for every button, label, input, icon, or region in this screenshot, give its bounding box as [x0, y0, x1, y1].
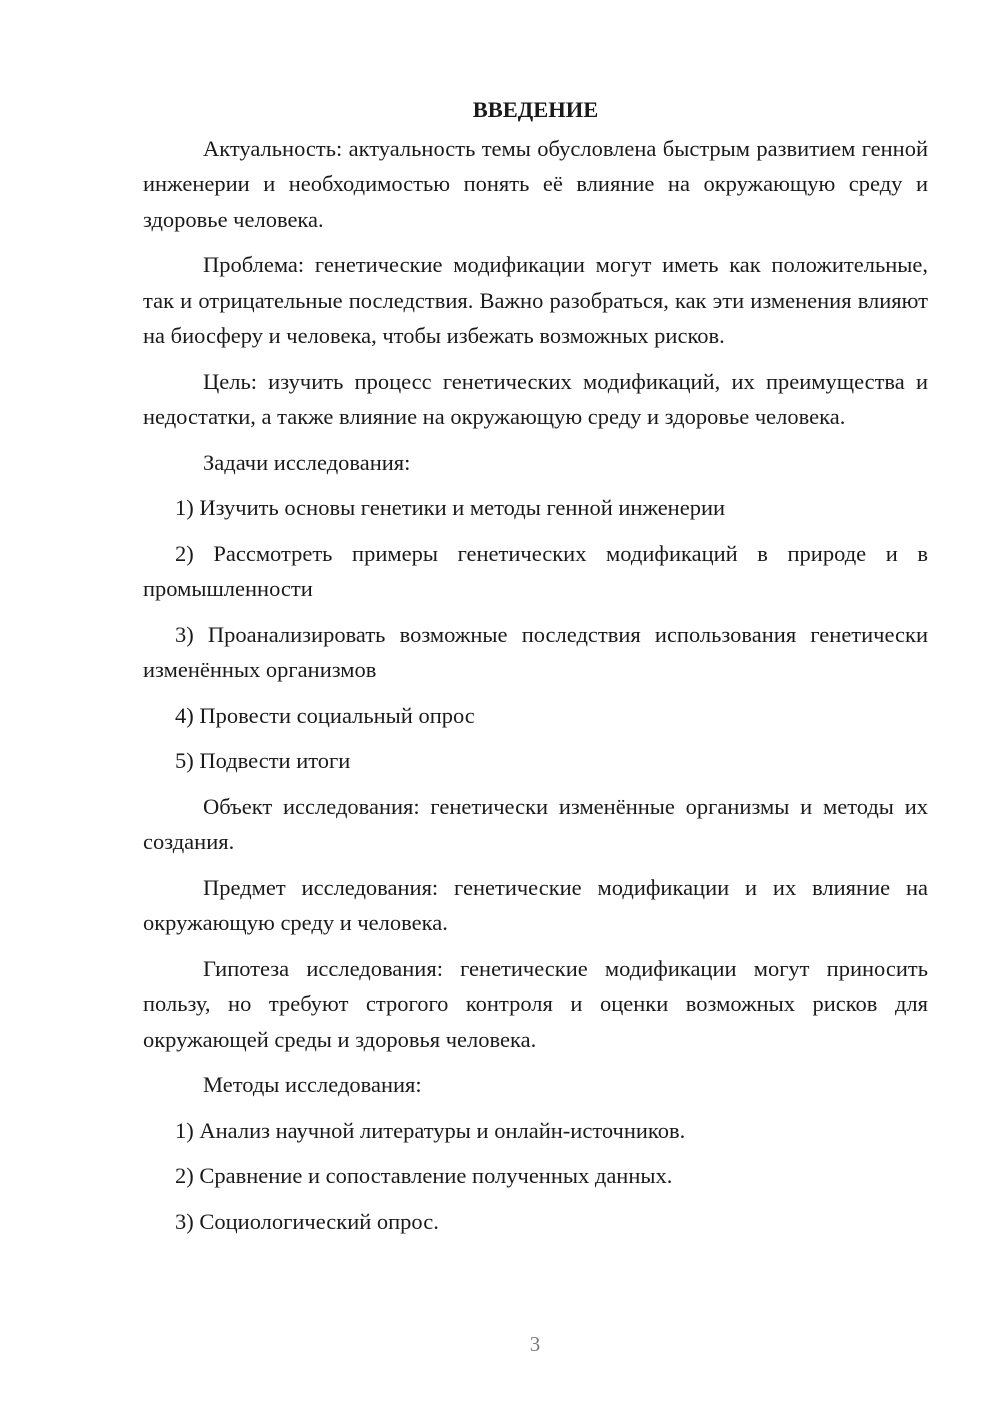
task-item: 3) Проанализировать возможные последствия использования генетически изменённых организмов [143, 621, 928, 682]
hypothesis-paragraph: Гипотеза исследования: генетические модификации могут приносить пользу, но требуют строгого контроля и оценки возможных рисков для окружающей среды и здоровья человека. [143, 955, 928, 1052]
relevance-paragraph: Актуальность: актуальность темы обусловлена быстрым развитием генной инженерии и необходимостью понять её влияние на окружающую среду и здоровье человека. [143, 135, 928, 232]
page-content [143, 92, 928, 1249]
task-item: 1) Изучить основы генетики и методы генной инженерии [175, 495, 726, 520]
method-item: 3) Социологический опрос. [175, 1208, 439, 1234]
page-number: 3 [529, 1332, 541, 1356]
method-item: 2) Сравнение и сопоставление полученных данных. [175, 1163, 673, 1188]
subject-paragraph: Предмет исследования: генетические модификации и их влияние на окружающую среду и человека. [143, 874, 928, 935]
methods-heading: Методы исследования: [203, 1072, 422, 1097]
tasks-heading: Задачи исследования: [203, 449, 411, 475]
task-item: 4) Провести социальный опрос [175, 702, 475, 728]
problem-paragraph: Проблема: генетические модификации могут иметь как положительные, так и отрицательные последствия. Важно разобраться, как эти изменения влияют на биосферу и человека, чтобы избежать возможных рисков. [143, 252, 928, 348]
task-item: 5) Подвести итоги [175, 748, 351, 773]
method-item: 1) Анализ научной литературы и онлайн-источников. [175, 1117, 686, 1143]
page-title: ВВЕДЕНИЕ [472, 97, 599, 122]
task-item: 2) Рассмотреть примеры генетических модификаций в природе и в промышленности [143, 540, 928, 601]
object-paragraph: Объект исследования: генетически изменённые организмы и методы их создания. [143, 793, 928, 854]
goal-paragraph: Цель: изучить процесс генетических модификаций, их преимущества и недостатки, а также влияние на окружающую среду и здоровье человека. [143, 368, 928, 429]
